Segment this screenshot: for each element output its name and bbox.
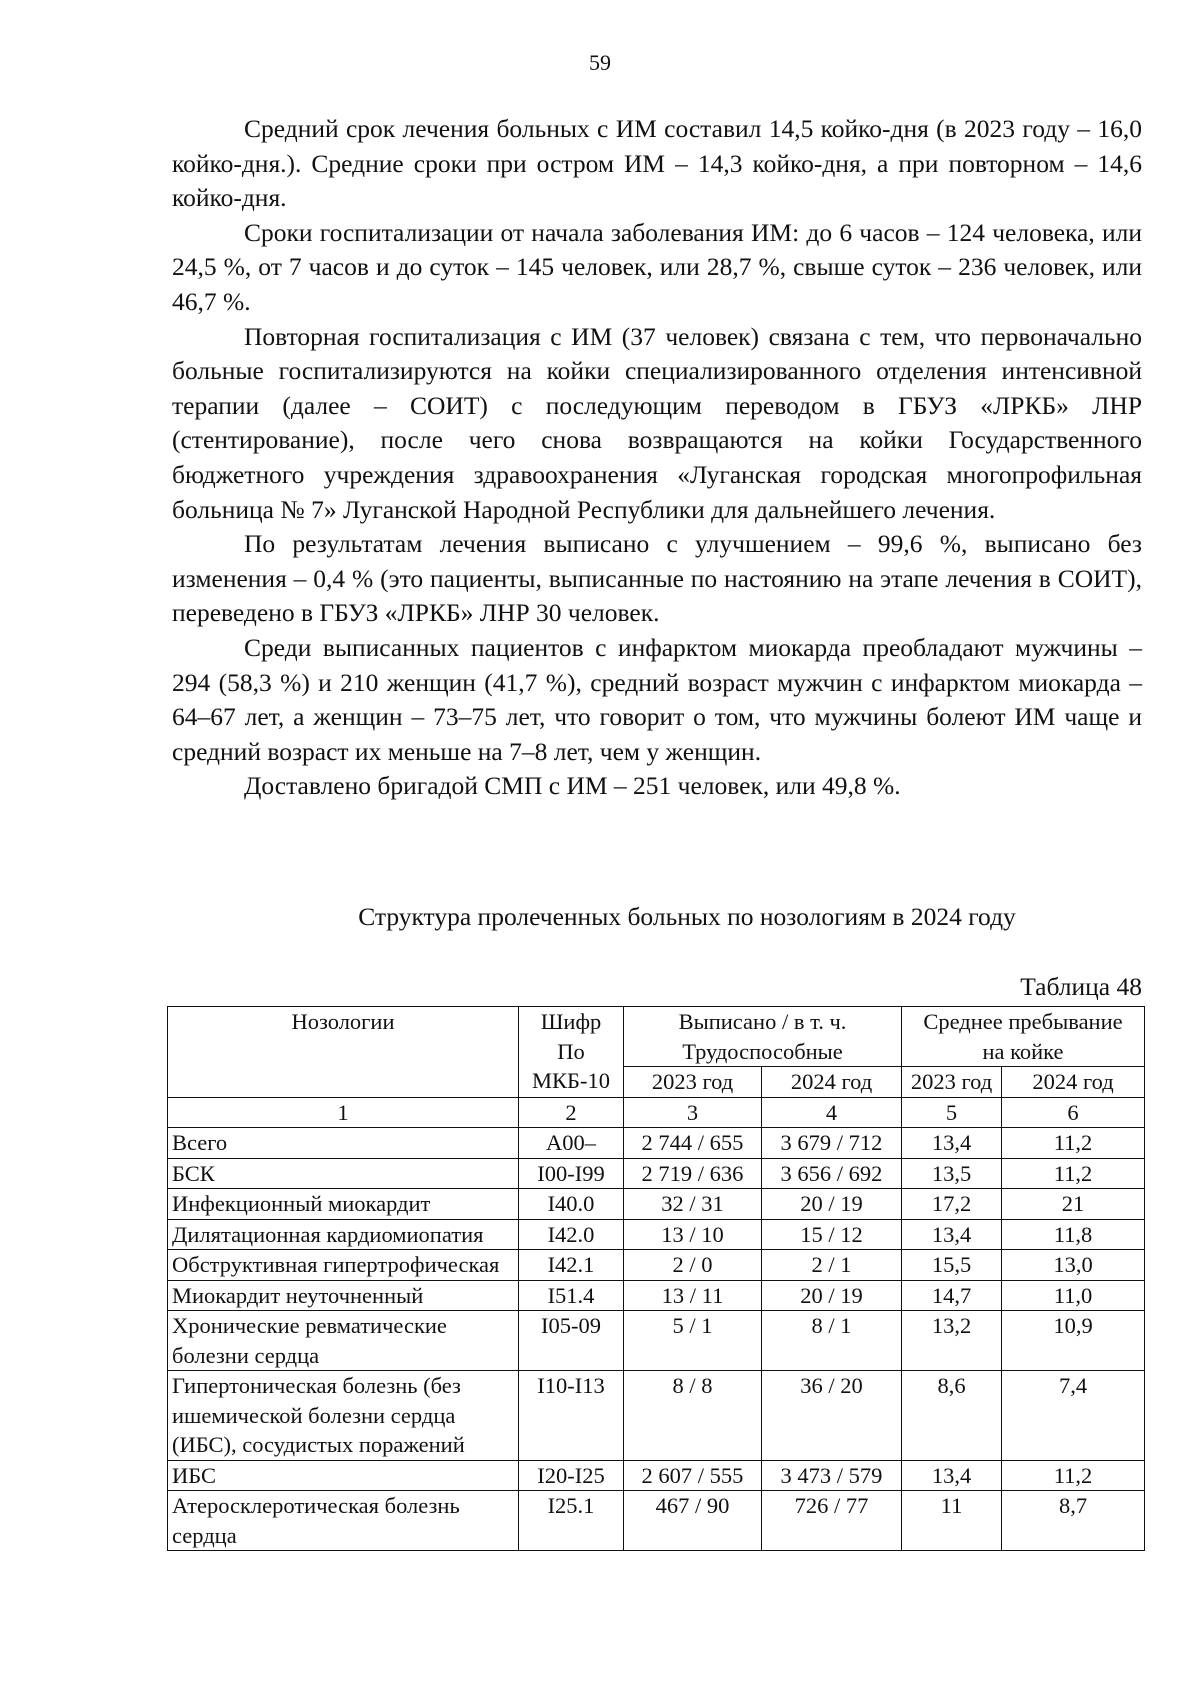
table-row xyxy=(168,1128,1145,1159)
stay-2024-cell: 11,0 xyxy=(1002,1280,1145,1311)
header-discharged: Выписано / в т. ч. Трудоспособные xyxy=(624,1007,902,1067)
discharged-2023-cell: 2 / 0 xyxy=(624,1250,762,1281)
discharged-2023-cell: 467 / 90 xyxy=(624,1491,762,1551)
stay-2023-cell: 13,2 xyxy=(902,1311,1002,1371)
stay-2024-cell: 11,2 xyxy=(1002,1158,1145,1189)
col-number: 1 xyxy=(168,1097,519,1128)
body-text xyxy=(172,112,1142,804)
header-code xyxy=(519,1007,624,1098)
nosology-cell: ИБС xyxy=(168,1460,519,1491)
discharged-2023-cell: 5 / 1 xyxy=(624,1311,762,1371)
table-row xyxy=(168,1491,1145,1551)
column-numbers-row xyxy=(168,1097,1145,1128)
paragraph: По результатам лечения выписано с улучшением – 99,6 %, выписано без изменения – 0,4 % (это пациенты, выписанные по настоянию на этапе лечения в СОИТ), переведено в ГБУЗ «ЛРКБ» ЛНР 30 человек. xyxy=(172,529,1142,628)
discharged-2024-cell: 3 656 / 692 xyxy=(762,1158,902,1189)
stay-2024-cell: 21 xyxy=(1002,1189,1145,1220)
paragraph: Среди выписанных пациентов с инфарктом миокарда преобладают мужчины – 294 (58,3 %) и 210 женщин (41,7 %), средний возраст мужчин с инфарктом миокарда – 64–67 лет, а женщин – 73–75 лет, что говорит о том, что мужчины болеют ИМ чаще и средний возраст их меньше на 7–8 лет, чем у женщин. xyxy=(172,632,1142,766)
code-cell: I20-I25 xyxy=(519,1460,624,1491)
col-number: 3 xyxy=(624,1097,762,1128)
discharged-2023-cell: 13 / 10 xyxy=(624,1219,762,1250)
discharged-2024-cell: 3 473 / 579 xyxy=(762,1460,902,1491)
stay-2023-cell: 11 xyxy=(902,1491,1002,1551)
discharged-2023-cell: 8 / 8 xyxy=(624,1371,762,1461)
discharged-2024-cell: 726 / 77 xyxy=(762,1491,902,1551)
header-nosology: Нозологии xyxy=(168,1007,519,1098)
stay-2023-cell: 13,4 xyxy=(902,1219,1002,1250)
col-number: 2 xyxy=(519,1097,624,1128)
col-number: 5 xyxy=(902,1097,1002,1128)
paragraph: Средний срок лечения больных с ИМ составил 14,5 койко-дня (в 2023 году – 16,0 койко-дня.). Средние сроки при остром ИМ – 14,3 койко-дня, а при повторном – 14,6 койко-дня. xyxy=(172,114,1142,213)
stay-2024-cell: 7,4 xyxy=(1002,1371,1145,1461)
paragraph: Доставлено бригадой СМП с ИМ – 251 человек, или 49,8 %. xyxy=(244,771,901,801)
header-2023: 2023 год xyxy=(624,1067,762,1098)
header-row xyxy=(168,1007,1145,1067)
nosology-table xyxy=(167,1006,1145,1551)
code-cell: I42.1 xyxy=(519,1250,624,1281)
col-number: 4 xyxy=(762,1097,902,1128)
discharged-2024-cell: 15 / 12 xyxy=(762,1219,902,1250)
nosology-cell: Атеросклеротическая болезнь сердца xyxy=(168,1491,519,1551)
discharged-2023-cell: 2 744 / 655 xyxy=(624,1128,762,1159)
discharged-2024-cell: 20 / 19 xyxy=(762,1280,902,1311)
table-row xyxy=(168,1250,1145,1281)
paragraph: Сроки госпитализации от начала заболевания ИМ: до 6 часов – 124 человека, или 24,5 %, от 7 часов и до суток – 145 человек, или 28,7 %, свыше суток – 236 человек, или 46,7 %. xyxy=(172,217,1142,316)
header-2023: 2023 год xyxy=(902,1067,1002,1098)
nosology-cell: БСК xyxy=(168,1158,519,1189)
stay-2023-cell: 13,4 xyxy=(902,1460,1002,1491)
page-number: 59 xyxy=(589,50,611,75)
header-2024: 2024 год xyxy=(762,1067,902,1098)
nosology-cell: Хронические ревматические болезни сердца xyxy=(168,1311,519,1371)
header-2024: 2024 год xyxy=(1002,1067,1145,1098)
nosology-cell: Инфекционный миокардит xyxy=(168,1189,519,1220)
discharged-2023-cell: 2 719 / 636 xyxy=(624,1158,762,1189)
stay-2024-cell: 10,9 xyxy=(1002,1311,1145,1371)
stay-2023-cell: 17,2 xyxy=(902,1189,1002,1220)
nosology-cell: Обструктивная гипертрофическая xyxy=(168,1250,519,1281)
stay-2023-cell: 13,4 xyxy=(902,1128,1002,1159)
table-row xyxy=(168,1371,1145,1461)
table-row xyxy=(168,1311,1145,1371)
code-cell: I25.1 xyxy=(519,1491,624,1551)
header-code-text: Шифр По МКБ-10 xyxy=(532,1009,610,1093)
code-cell: I51.4 xyxy=(519,1280,624,1311)
discharged-2024-cell: 36 / 20 xyxy=(762,1371,902,1461)
stay-2024-cell: 11,8 xyxy=(1002,1219,1145,1250)
discharged-2023-cell: 32 / 31 xyxy=(624,1189,762,1220)
discharged-2024-cell: 20 / 19 xyxy=(762,1189,902,1220)
stay-2023-cell: 14,7 xyxy=(902,1280,1002,1311)
discharged-2024-cell: 2 / 1 xyxy=(762,1250,902,1281)
stay-2024-cell: 13,0 xyxy=(1002,1250,1145,1281)
code-cell: I10-I13 xyxy=(519,1371,624,1461)
header-avg-stay: Среднее пребывание на койке xyxy=(902,1007,1145,1067)
table-row xyxy=(168,1158,1145,1189)
table-row xyxy=(168,1189,1145,1220)
paragraph: Повторная госпитализация с ИМ (37 человек) связана с тем, что первоначально больные госпитализируются на койки специализированного отделения интенсивной терапии (далее – СОИТ) с последующим переводом в ГБУЗ «ЛРКБ» ЛНР (стентирование), после чего снова возвращаются на койки Государственного бюджетного учреждения здравоохранения «Луганская городская многопрофильная больница № 7» Луганской Народной Республики для дальнейшего лечения. xyxy=(172,321,1142,524)
stay-2024-cell: 11,2 xyxy=(1002,1128,1145,1159)
col-number: 6 xyxy=(1002,1097,1145,1128)
table-row xyxy=(168,1280,1145,1311)
nosology-cell: Всего xyxy=(168,1128,519,1159)
nosology-cell: Дилятационная кардиомиопатия xyxy=(168,1219,519,1250)
nosology-cell: Гипертоническая болезнь (без ишемической болезни сердца (ИБС), сосудистых поражений xyxy=(168,1371,519,1461)
code-cell: I40.0 xyxy=(519,1189,624,1220)
table-caption: Структура пролеченных больных по нозологиям в 2024 году xyxy=(358,902,1016,931)
table-row xyxy=(168,1219,1145,1250)
nosology-cell: Миокардит неуточненный xyxy=(168,1280,519,1311)
discharged-2024-cell: 8 / 1 xyxy=(762,1311,902,1371)
code-cell: I00-I99 xyxy=(519,1158,624,1189)
code-cell: I42.0 xyxy=(519,1219,624,1250)
stay-2023-cell: 8,6 xyxy=(902,1371,1002,1461)
stay-2023-cell: 13,5 xyxy=(902,1158,1002,1189)
table-row xyxy=(168,1460,1145,1491)
code-cell: I05-09 xyxy=(519,1311,624,1371)
discharged-2023-cell: 13 / 11 xyxy=(624,1280,762,1311)
stay-2024-cell: 8,7 xyxy=(1002,1491,1145,1551)
discharged-2024-cell: 3 679 / 712 xyxy=(762,1128,902,1159)
stay-2024-cell: 11,2 xyxy=(1002,1460,1145,1491)
discharged-2023-cell: 2 607 / 555 xyxy=(624,1460,762,1491)
stay-2023-cell: 15,5 xyxy=(902,1250,1002,1281)
code-cell: A00– xyxy=(519,1128,624,1159)
table-number: Таблица 48 xyxy=(1020,972,1142,1001)
